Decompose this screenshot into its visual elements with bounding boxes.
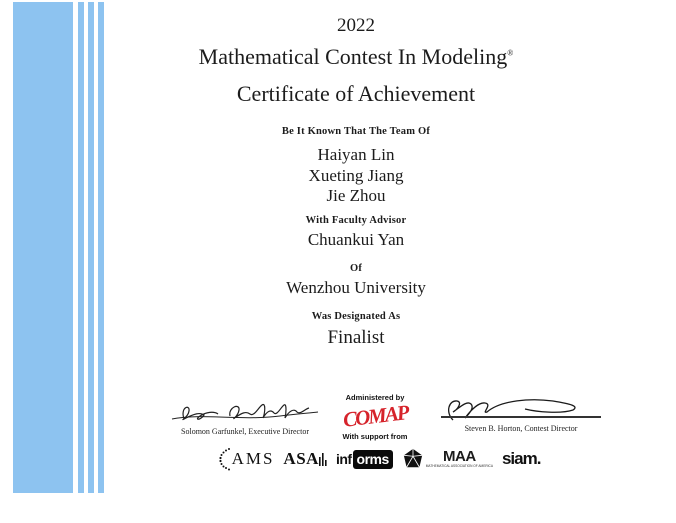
- maa-subtext: MATHEMATICAL ASSOCIATION OF AMERICA: [425, 464, 493, 469]
- advisor-label: With Faculty Advisor: [305, 215, 407, 226]
- advisor-name: Chuankui Yan: [307, 230, 405, 249]
- ams-arc-icon: [218, 447, 231, 471]
- left-stripe-thick: [13, 2, 73, 493]
- ams-logo: [218, 447, 275, 471]
- year: 2022: [337, 15, 375, 36]
- siam-text: siam.: [501, 449, 541, 468]
- certificate-subtitle: Certificate of Achievement: [236, 81, 476, 106]
- contest-director-name: Steven B. Horton, Contest Director: [464, 424, 578, 433]
- executive-director-signature-icon: [170, 399, 320, 426]
- contest-title-text: Mathematical Contest In Modeling: [198, 44, 508, 69]
- team-member-3: Jie Zhou: [326, 186, 386, 205]
- informs-prefix-text: inf: [335, 451, 352, 467]
- registered-mark: ®: [507, 48, 514, 58]
- asa-bars-icon: [319, 451, 327, 467]
- executive-director-name: Solomon Garfunkel, Executive Director: [181, 427, 309, 436]
- asa-text: ASA: [283, 449, 319, 468]
- institution-name: Wenzhou University: [286, 278, 426, 297]
- designation-value: Finalist: [327, 327, 385, 348]
- support-label: With support from: [342, 432, 408, 441]
- team-member-2: Xueting Jiang: [308, 166, 404, 185]
- informs-logo: [336, 450, 393, 469]
- sponsor-logo-row: [231, 444, 541, 474]
- administered-by-block: [315, 393, 435, 441]
- asa-logo: [283, 449, 327, 469]
- of-label: Of: [349, 263, 363, 274]
- maa-polyhedron-icon: [402, 448, 424, 470]
- team-intro-label: Be It Known That The Team Of: [281, 126, 431, 137]
- team-member-1: Haiyan Lin: [317, 145, 395, 164]
- contest-director-signature-icon: [441, 396, 601, 423]
- left-stripe-thin-1: [78, 2, 84, 493]
- executive-director-signature-block: [165, 399, 325, 436]
- siam-logo: [502, 449, 540, 469]
- comap-logo: COMAP: [341, 400, 409, 432]
- left-stripe-thin-2: [88, 2, 94, 493]
- maa-logo: [402, 448, 493, 470]
- signature-line: [441, 416, 601, 418]
- maa-text: MAA: [443, 448, 476, 466]
- ams-text: AMS: [231, 449, 275, 468]
- contest-director-signature-block: [440, 396, 602, 433]
- administered-by-label: Administered by: [345, 393, 405, 402]
- designation-label: Was Designated As: [311, 311, 401, 322]
- informs-box-text: orms: [353, 450, 393, 469]
- contest-title: [130, 44, 582, 70]
- left-stripe-thin-3: [98, 2, 104, 493]
